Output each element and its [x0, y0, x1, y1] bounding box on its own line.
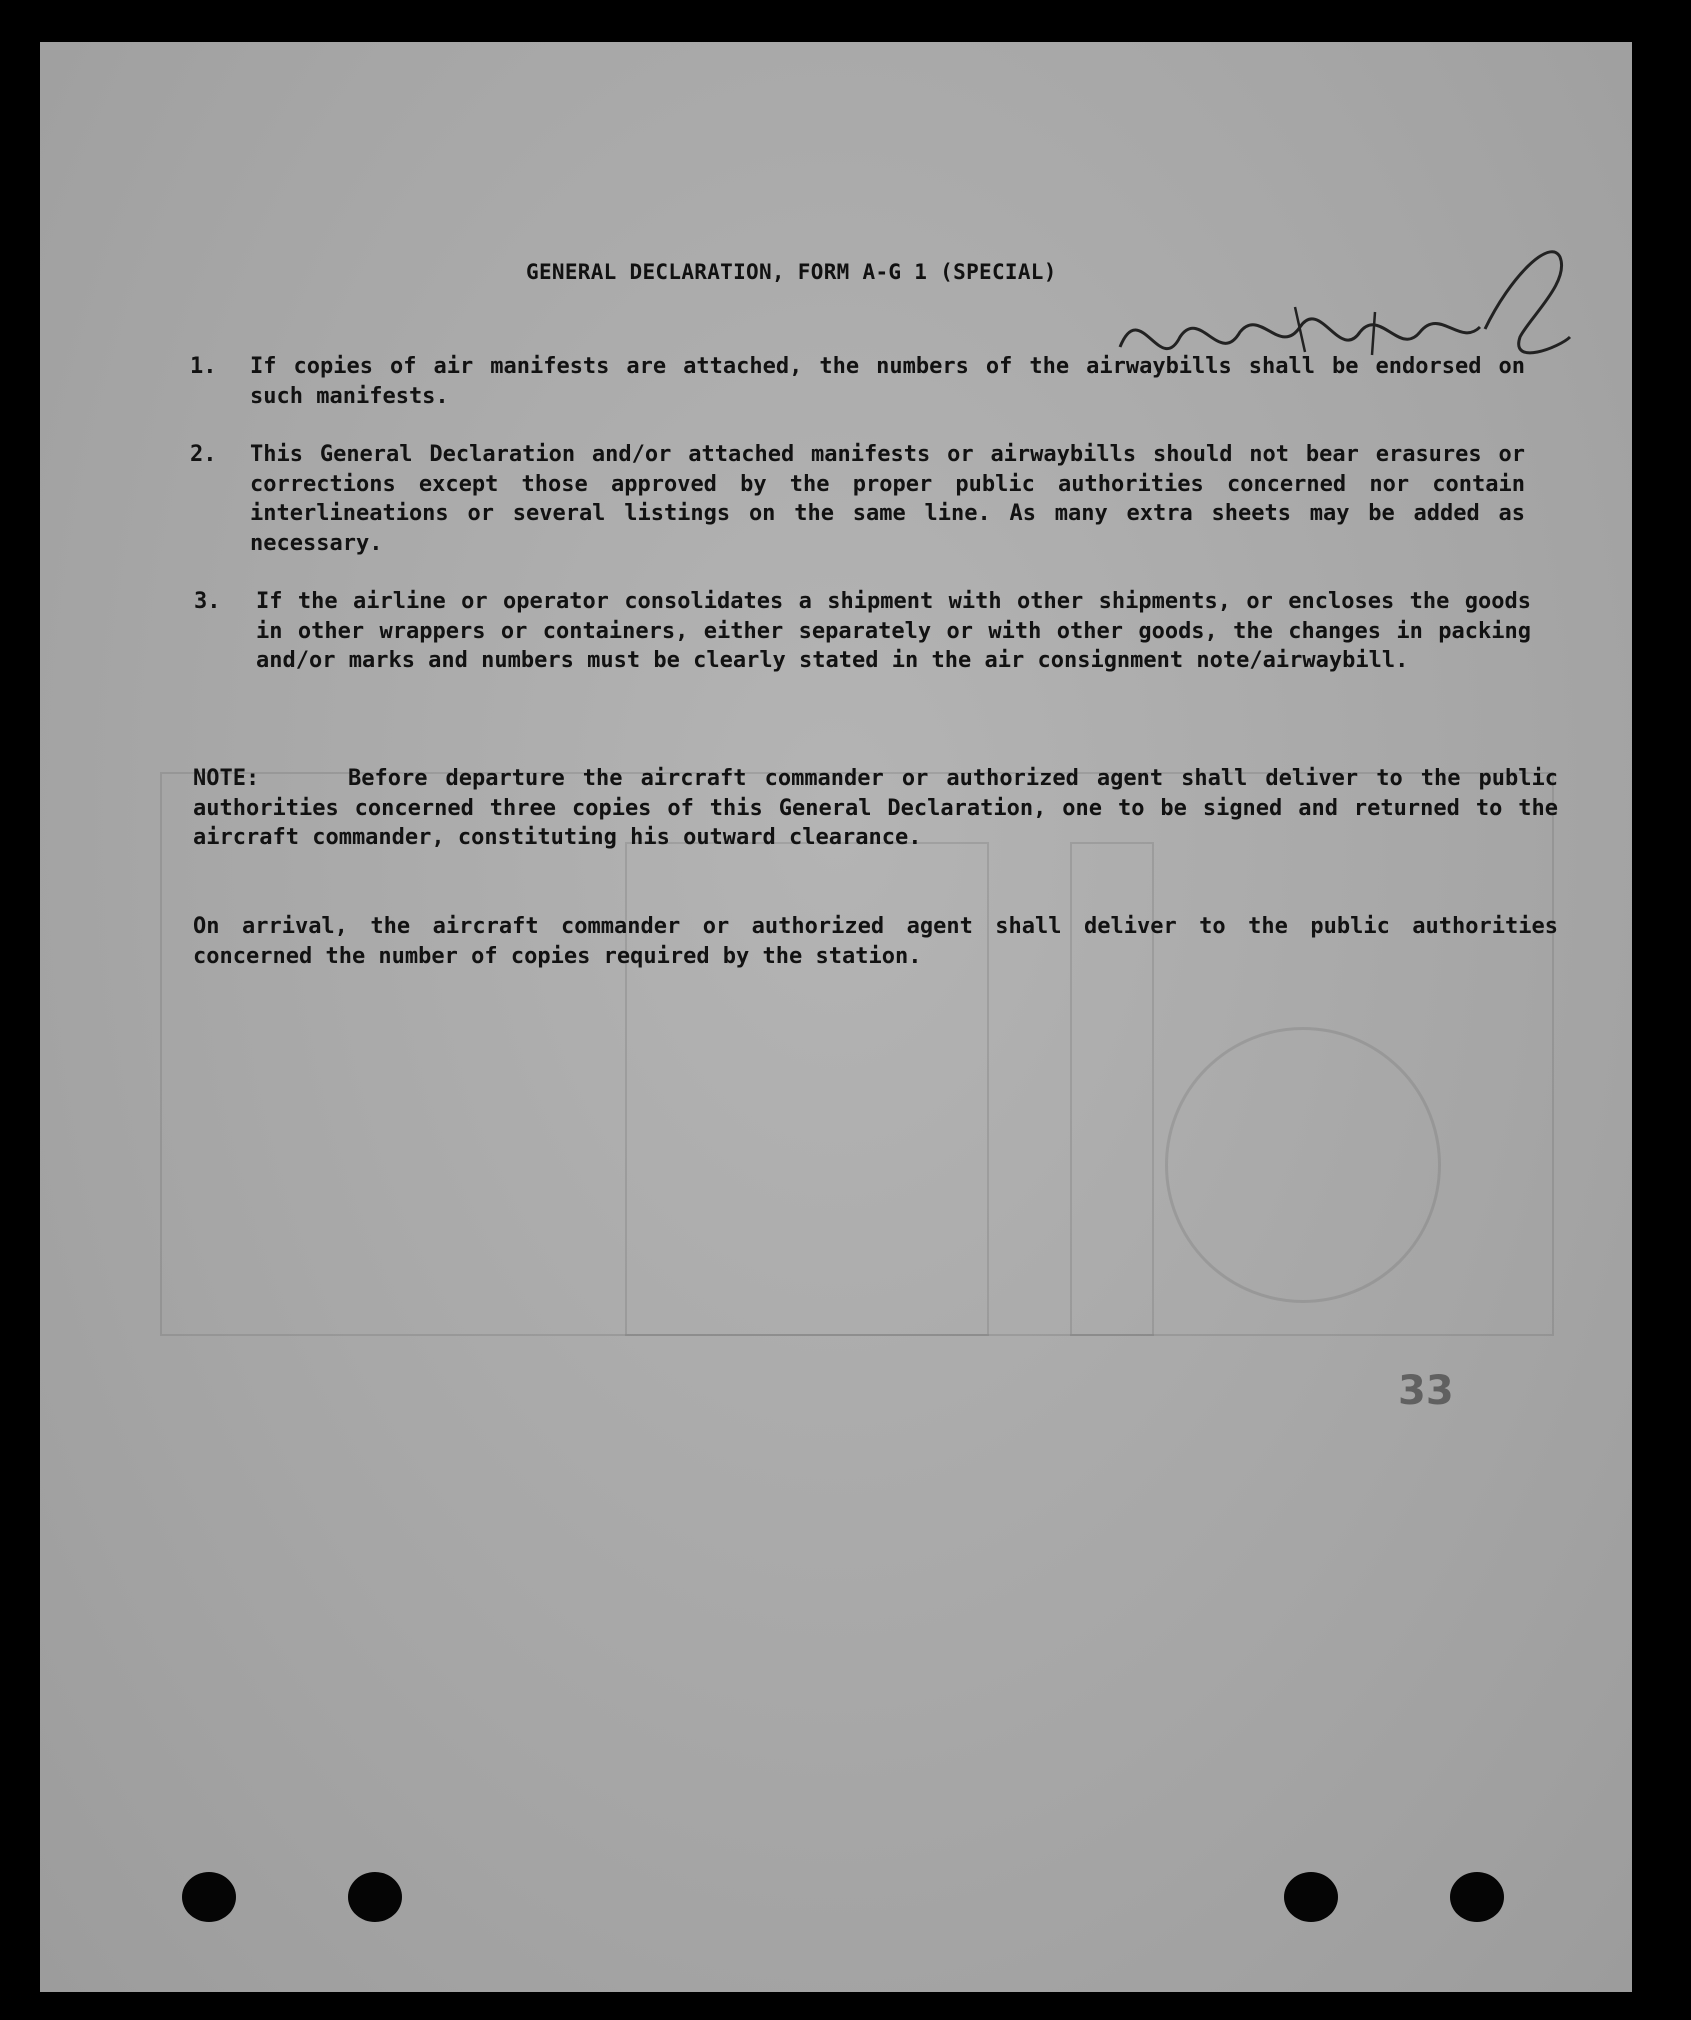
item-number: 2. [190, 442, 217, 467]
item-text: If the airline or operator consolidates a shipment with other shipments, or encloses the goods in other wrappers or containers, either separately or with other goods, the changes in packing and/or marks and numbers must be clearly stated in the air consignment note/airwaybill. [256, 589, 1531, 673]
bleed-through-stamp [1165, 1027, 1441, 1303]
punch-hole [348, 1872, 402, 1922]
arrival-text: On arrival, the aircraft commander or authorized agent shall deliver to the public authorities concerned the number of copies required by the station. [193, 914, 1558, 969]
page-title: GENERAL DECLARATION, FORM A-G 1 (SPECIAL) [526, 260, 1057, 284]
page-number: 33 [1398, 1368, 1454, 1414]
note-block [193, 764, 1558, 853]
item-text: This General Declaration and/or attached manifests or airwaybills should not bear erasures or corrections except those approved by the proper public authorities concerned nor contain interlineations or several listings on the same line. As many extra sheets may be added as necessary. [250, 442, 1525, 556]
punch-hole [1284, 1872, 1338, 1922]
item-text: If copies of air manifests are attached, the numbers of the airwaybills shall be endorsed on such manifests. [250, 354, 1525, 409]
punch-hole [182, 1872, 236, 1922]
document-page [40, 42, 1632, 1992]
item-number: 1. [190, 354, 217, 379]
item-number: 3. [194, 589, 221, 614]
note-label: NOTE: [193, 766, 260, 791]
note-text: Before departure the aircraft commander or authorized agent shall deliver to the public authorities concerned three copies of this General Declaration, one to be signed and returned to the aircraft commander, constituting his outward clearance. [193, 766, 1558, 850]
punch-hole [1450, 1872, 1504, 1922]
